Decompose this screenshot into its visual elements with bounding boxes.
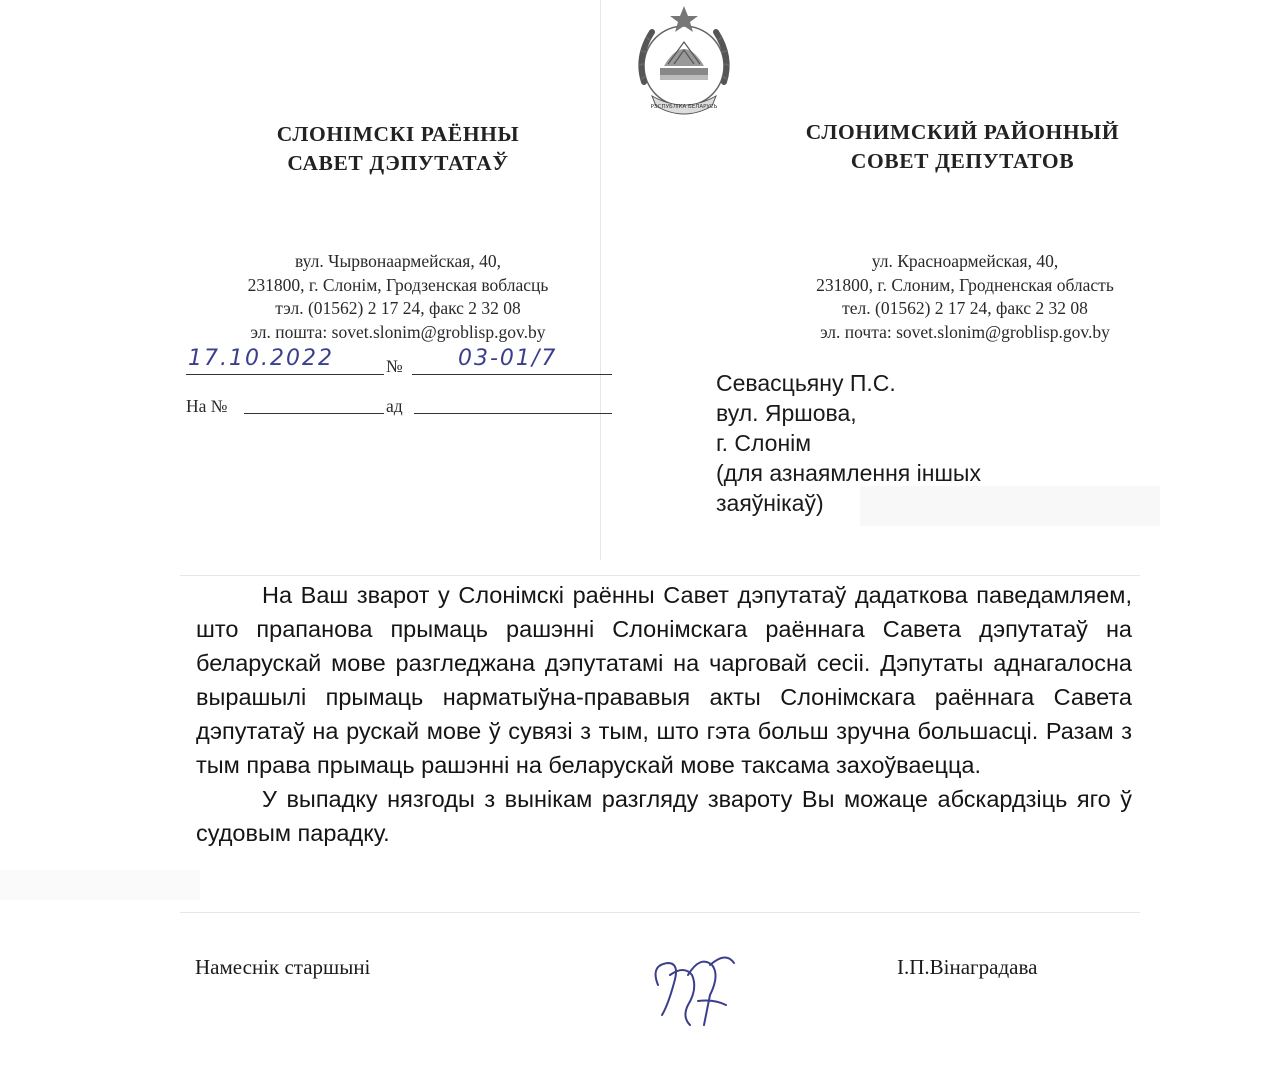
address-ru (745, 250, 1185, 344)
signer-name: І.П.Вінаградава (897, 955, 1038, 979)
svg-text:РЭСПУБЛІКА БЕЛАРУСЬ: РЭСПУБЛІКА БЕЛАРУСЬ (650, 104, 718, 110)
address-ru-line: тел. (01562) 2 17 24, факс 2 32 08 (842, 298, 1088, 318)
date-underline (186, 374, 384, 375)
recipient-line: г. Слонім (716, 430, 812, 456)
org-name-be-line: САВЕТ ДЭПУТАТАЎ (287, 151, 509, 175)
address-ru-line: ул. Красноармейская, 40, (871, 251, 1059, 271)
in-reply-label: На № (186, 396, 228, 416)
scan-artifact (180, 575, 1140, 576)
recipient-line: заяўнікаў) (716, 490, 824, 516)
body-paragraph: У выпадку нязгоды з вынікам разгляду звароту Вы можаце абскардзіць яго ў судовым парадку. (196, 786, 1132, 846)
org-name-be (238, 120, 558, 178)
letter-body (196, 578, 1132, 850)
address-be-line: вул. Чырвонаармейская, 40, (295, 251, 501, 271)
address-be-line: эл. пошта: sovet.slonim@groblisp.gov.by (250, 321, 546, 342)
scan-artifact (0, 870, 200, 900)
address-ru-line: 231800, г. Слоним, Гродненская область (816, 274, 1114, 295)
address-be (168, 250, 628, 344)
from-underline (414, 413, 612, 414)
state-emblem-icon (622, 2, 746, 128)
recipient-line: вул. Яршова, (716, 400, 857, 426)
recipient-line: (для азнаямлення іншых (716, 460, 981, 486)
signer-title: Намеснік старшыні (195, 955, 371, 979)
registration-date: 17.10.2022 (188, 346, 334, 371)
scan-artifact (180, 912, 1140, 913)
org-name-ru-line: СЛОНИМСКИЙ РАЙОННЫЙ (805, 120, 1120, 144)
number-underline (412, 374, 612, 375)
recipient-line: Севасцьяну П.С. (716, 370, 896, 396)
org-name-be-line: СЛОНІМСКІ РАЁННЫ (276, 122, 520, 146)
recipient-block (716, 368, 1156, 518)
in-reply-underline (244, 413, 384, 414)
handwritten-signature-icon (640, 945, 760, 1035)
body-paragraph: На Ваш зварот у Слонімскі раённы Савет дэпутатаў дадаткова паведамляем, што прапанова прымаць рашэнні Слонімскага раённага Савета дэпутатаў на беларускай мове разгледжана дэпутатамі на чарговай сесіі. Дэпутаты аднагалосна вырашылі прымаць нарматыўна-прававыя акты Слонімскага раённага Савета дэпутатаў на рускай мове ў сувязі з тым, што гэта больш зручна большасці. Разам з тым права прымаць рашэнні на беларускай мове таксама захоўваецца. (196, 582, 1132, 778)
number-label: № (386, 356, 403, 376)
address-ru-line: эл. почта: sovet.slonim@groblisp.gov.by (820, 321, 1110, 342)
address-be-line: тэл. (01562) 2 17 24, факс 2 32 08 (275, 298, 521, 318)
from-label: ад (386, 396, 403, 416)
registration-number: 03-01/7 (458, 346, 558, 371)
org-name-ru (770, 118, 1155, 176)
address-be-line: 231800, г. Слонім, Гродзенская вобласць (247, 274, 549, 295)
org-name-ru-line: СОВЕТ ДЕПУТАТОВ (850, 149, 1075, 173)
